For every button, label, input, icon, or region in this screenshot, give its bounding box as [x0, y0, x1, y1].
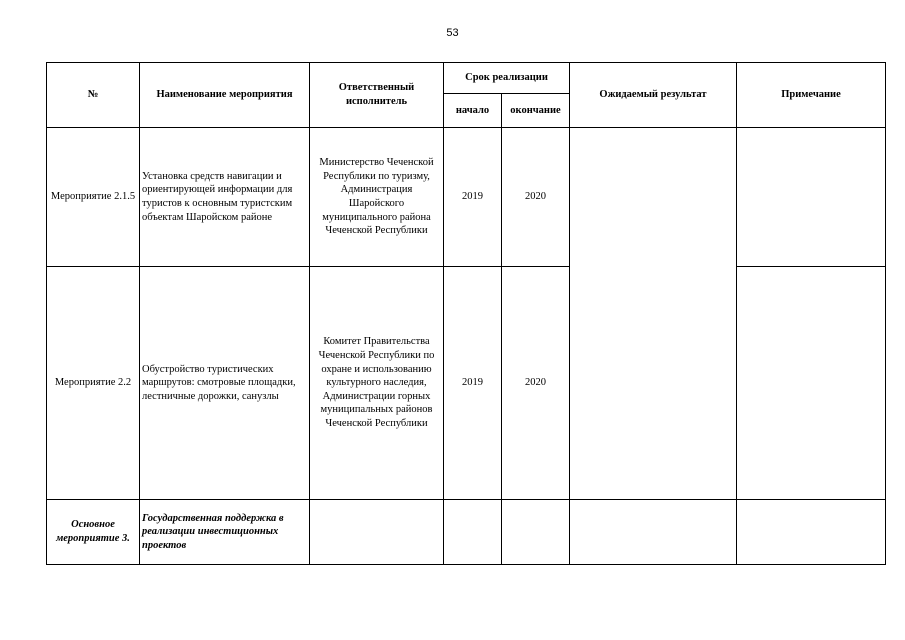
row-number: Мероприятие 2.1.5	[47, 128, 140, 267]
row-start-year: 2019	[444, 267, 502, 500]
row-start-year	[444, 500, 502, 565]
row-measure-name: Установка средств навигации и ориентирующей информации для туристов к основным туристским объектам Шаройском районе	[140, 128, 310, 267]
row-end-year: 2020	[502, 128, 570, 267]
page-number: 53	[446, 27, 459, 39]
header-start: начало	[444, 94, 502, 128]
header-note: Примечание	[737, 63, 886, 128]
table-row	[47, 267, 886, 500]
header-responsible: Ответственный исполнитель	[310, 63, 444, 128]
header-period: Срок реализации	[444, 63, 570, 94]
row-end-year: 2020	[502, 267, 570, 500]
table-row	[47, 128, 886, 267]
row-note	[737, 128, 886, 267]
row-responsible	[310, 500, 444, 565]
header-number: №	[47, 63, 140, 128]
row-note	[737, 267, 886, 500]
row-expected-result	[570, 128, 737, 500]
row-expected-result	[570, 500, 737, 565]
row-end-year	[502, 500, 570, 565]
row-measure-name: Обустройство туристических маршрутов: смотровые площадки, лестничные дорожки, санузлы	[140, 267, 310, 500]
row-responsible: Комитет Правительства Чеченской Республики по охране и использованию культурного наследия, Администрации горных муниципальных районов Чеченской Республики	[310, 267, 444, 500]
row-number: Мероприятие 2.2	[47, 267, 140, 500]
header-expected-result: Ожидаемый результат	[570, 63, 737, 128]
header-end: окончание	[502, 94, 570, 128]
table-row	[47, 500, 886, 565]
header-measure-name: Наименование мероприятия	[140, 63, 310, 128]
row-responsible: Министерство Чеченской Республики по туризму, Администрация Шаройского муниципального района Чеченской Республики	[310, 128, 444, 267]
row-start-year: 2019	[444, 128, 502, 267]
row-number: Основное мероприятие 3.	[47, 500, 140, 565]
row-measure-name: Государственная поддержка в реализации инвестиционных проектов	[140, 500, 310, 565]
row-note	[737, 500, 886, 565]
measures-table	[46, 62, 886, 565]
